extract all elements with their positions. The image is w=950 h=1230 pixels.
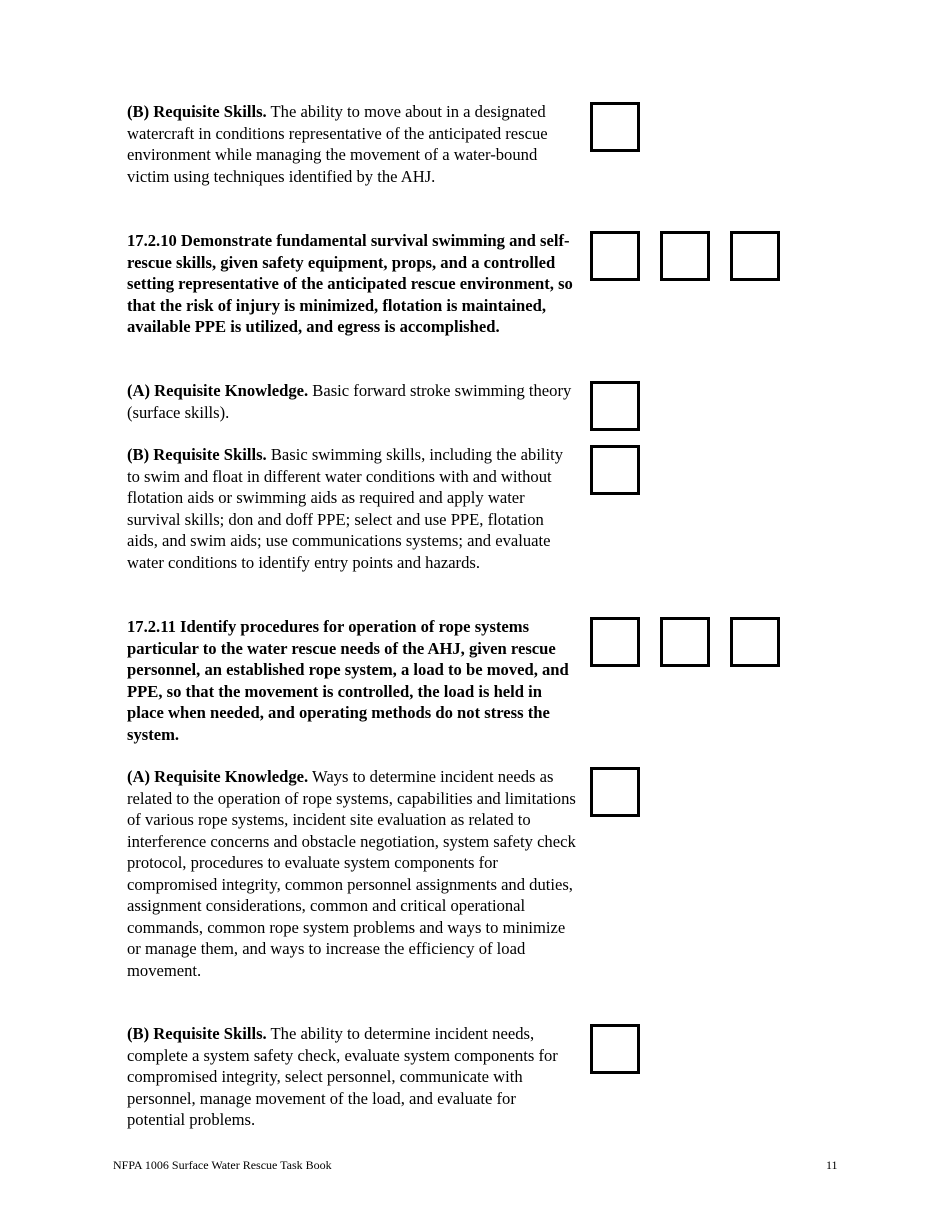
signoff-checkbox-1[interactable] — [590, 231, 640, 281]
requisite-skills-rope — [127, 1023, 577, 1131]
requisite-knowledge-swimming — [127, 380, 577, 423]
requisite-knowledge-rope — [127, 766, 577, 981]
section-lead: (B) Requisite Skills. — [127, 445, 267, 464]
signoff-checkbox-3[interactable] — [730, 617, 780, 667]
signoff-checkbox-2[interactable] — [660, 617, 710, 667]
signoff-checkbox[interactable] — [590, 445, 640, 495]
section-lead: (A) Requisite Knowledge. — [127, 767, 309, 786]
section-text: The ability to determine incident needs, complete a system safety check, evaluate system components for compromised integrity, select personnel, communicate with personnel, manage movement of the load, and evaluate for potential problems. — [127, 1024, 558, 1129]
section-text: The ability to move about in a designated watercraft in conditions representative of the anticipated rescue environment while managing the movement of a water-bound victim using techniques identified by the AHJ. — [127, 102, 548, 186]
footer-title: NFPA 1006 Surface Water Rescue Task Book — [113, 1158, 332, 1172]
jpr-17-2-11-text: 17.2.11 Identify procedures for operation of rope systems particular to the water rescue needs of the AHJ, given rescue personnel, an established rope system, a load to be moved, and PPE, so that the movement is controlled, the load is held in place when needed, and operating methods do not stress the system. — [127, 617, 569, 744]
signoff-checkbox[interactable] — [590, 1024, 640, 1074]
section-text: Basic forward stroke swimming theory (surface skills). — [127, 381, 572, 422]
jpr-17-2-10-text: 17.2.10 Demonstrate fundamental survival swimming and self-rescue skills, given safety equipment, props, and a controlled setting representative of the anticipated rescue environment, so that the risk of injury is minimized, flotation is maintained, available PPE is utilized, and egress is accomplished. — [127, 231, 573, 336]
signoff-checkbox[interactable] — [590, 102, 640, 152]
signoff-checkbox-2[interactable] — [660, 231, 710, 281]
section-text: Ways to determine incident needs as related to the operation of rope systems, capabilities and limitations of various rope systems, incident site evaluation as related to interference concerns and obstacle negotiation, system safety check protocol, procedures to evaluate system components for compromised integrity, common personnel assignments and duties, assignment considerations, common and critical operational commands, common rope system problems and ways to minimize or manage them, and ways to increase the efficiency of load movement. — [127, 767, 576, 980]
signoff-checkbox-3[interactable] — [730, 231, 780, 281]
signoff-checkbox[interactable] — [590, 381, 640, 431]
section-text: Basic swimming skills, including the ability to swim and float in different water conditions with and without flotation aids or swimming aids as required and apply water survival skills; don and doff PPE; select and use PPE, flotation aids, and swim aids; use communications systems; and evaluate water conditions to identify entry points and hazards. — [127, 445, 564, 572]
section-lead: (B) Requisite Skills. — [127, 1024, 267, 1043]
section-lead: (B) Requisite Skills. — [127, 102, 267, 121]
requisite-skills-watercraft — [127, 101, 577, 187]
signoff-checkbox[interactable] — [590, 767, 640, 817]
requisite-skills-swimming — [127, 444, 577, 573]
signoff-checkbox-1[interactable] — [590, 617, 640, 667]
page-number: 11 — [826, 1158, 838, 1172]
section-lead: (A) Requisite Knowledge. — [127, 381, 309, 400]
